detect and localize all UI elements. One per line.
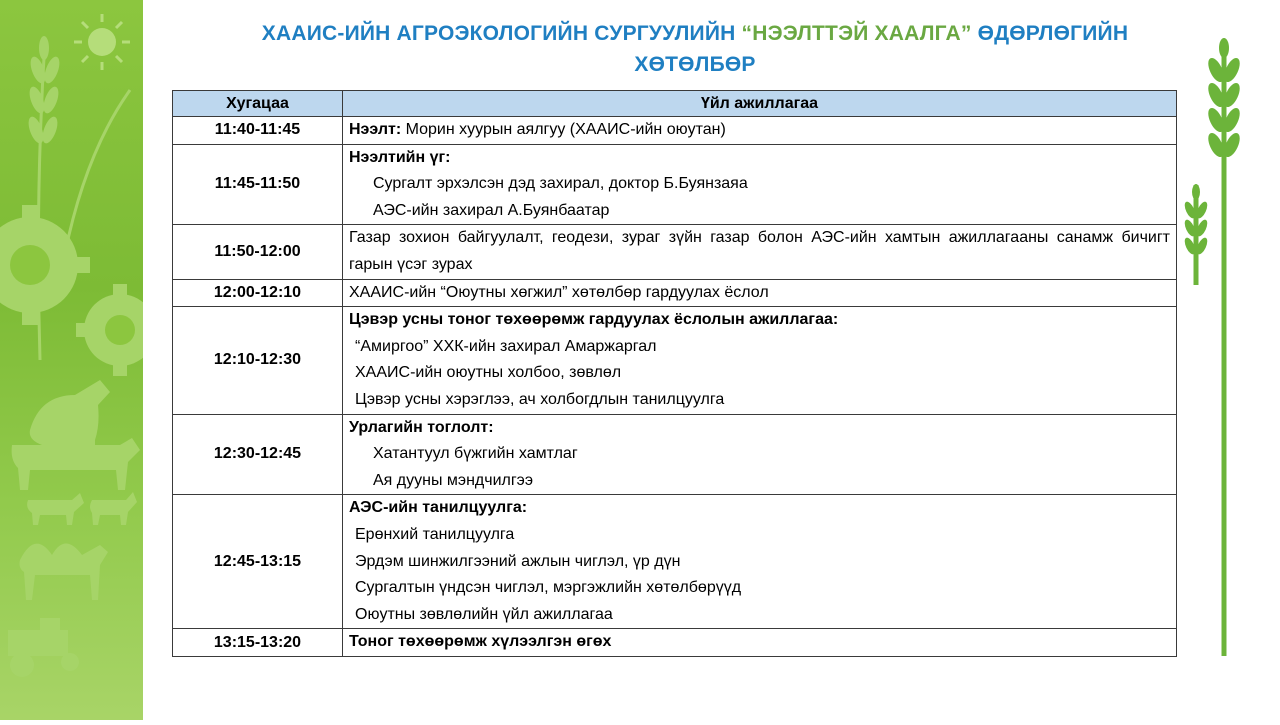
activity-line: “Амиргоо” ХХК-ийн захирал Амаржаргал — [355, 337, 657, 355]
activity-text: Морин хуурын аялгуу (ХААИС-ийн оюутан) — [401, 121, 726, 138]
header-activity: Үйл ажиллагаа — [343, 91, 1177, 117]
activity-text: ХААИС-ийн “Оюутны хөгжил” хөтөлбөр гардуулах ёслол — [349, 283, 769, 301]
activity-line: ХААИС-ийн оюутны холбоо, зөвлөл — [355, 364, 622, 382]
activity-heading: Нээлтийн үг: — [349, 148, 451, 166]
row-activity — [343, 144, 1177, 225]
activity-line: Ая дууны мэндчилгээ — [373, 471, 534, 489]
activity-line: Цэвэр усны хэрэглээ, ач холбогдлын танилцуулга — [355, 390, 725, 408]
row-activity — [343, 495, 1177, 629]
row-activity — [343, 414, 1177, 495]
row-time: 11:50-12:00 — [173, 225, 343, 279]
title-part-2: ӨДӨРЛӨГИЙН — [971, 22, 1129, 45]
row-activity — [343, 307, 1177, 414]
activity-lead: Нээлт: — [349, 121, 402, 138]
table-row — [173, 307, 1177, 414]
right-decorative-wheat — [1170, 0, 1280, 720]
activity-text: Тоног төхөөрөмж хүлээлгэн өгөх — [349, 633, 612, 651]
row-time: 13:15-13:20 — [173, 629, 343, 657]
sun-icon — [74, 14, 130, 70]
wheat-grain-icon — [26, 36, 63, 145]
activity-line: Сургалт эрхэлсэн дэд захирал, доктор Б.Буянзаяа — [373, 175, 748, 193]
table-row — [173, 225, 1177, 279]
title-line-1 — [200, 18, 1190, 49]
title-line-2: ХӨТӨЛБӨР — [634, 53, 756, 76]
activity-line: АЭС-ийн захирал А.Буянбаатар — [373, 201, 610, 219]
table-row — [173, 629, 1177, 657]
activity-line: Эрдэм шинжилгээний ажлын чиглэл, үр дүн — [355, 552, 681, 570]
title-part-1: ХААИС-ИЙН АГРОЭКОЛОГИЙН СУРГУУЛИЙН — [261, 22, 742, 45]
agriculture-illustration — [0, 0, 143, 720]
row-time: 12:10-12:30 — [173, 307, 343, 414]
row-activity — [343, 629, 1177, 657]
row-time: 12:30-12:45 — [173, 414, 343, 495]
table-row — [173, 279, 1177, 307]
page-title — [200, 18, 1190, 80]
goat-icon — [27, 492, 137, 525]
table-row — [173, 117, 1177, 145]
activity-heading: АЭС-ийн танилцуулга: — [349, 499, 528, 517]
title-highlight: “НЭЭЛТТЭЙ ХААЛГА” — [741, 22, 972, 45]
table-row — [173, 414, 1177, 495]
activity-line: Сургалтын үндсэн чиглэл, мэргэжлийн хөтөлбөрүүд — [355, 579, 742, 597]
row-activity — [343, 117, 1177, 145]
activity-line: Ерөнхий танилцуулга — [355, 525, 515, 543]
row-time: 11:40-11:45 — [173, 117, 343, 145]
activity-heading: Цэвэр усны тоног төхөөрөмж гардуулах ёслолын ажиллагаа: — [349, 311, 839, 329]
activity-heading: Урлагийн тоглолт: — [349, 418, 494, 436]
row-time: 11:45-11:50 — [173, 144, 343, 225]
tractor-icon — [8, 618, 79, 677]
activity-line: Оюутны зөвлөлийн үйл ажиллагаа — [355, 605, 613, 623]
camel-icon — [20, 544, 109, 601]
table-row — [173, 144, 1177, 225]
row-activity — [343, 225, 1177, 279]
schedule-table — [172, 90, 1177, 657]
left-decorative-panel — [0, 0, 143, 720]
row-time: 12:45-13:15 — [173, 495, 343, 629]
header-time: Хугацаа — [173, 91, 343, 117]
row-activity — [343, 279, 1177, 307]
activity-line: Хатантуул бүжгийн хамтлаг — [373, 445, 578, 463]
table-header-row — [173, 91, 1177, 117]
row-time: 12:00-12:10 — [173, 279, 343, 307]
wheat-stalk-icon — [1170, 0, 1280, 720]
activity-paragraph: Газар зохион байгуулалт, геодези, зураг зүйн газар болон АЭС-ийн хамтын ажиллагааны санамж бичигт гарын үсэг зурах — [349, 229, 1170, 273]
cow-icon — [12, 438, 140, 490]
table-row — [173, 495, 1177, 629]
